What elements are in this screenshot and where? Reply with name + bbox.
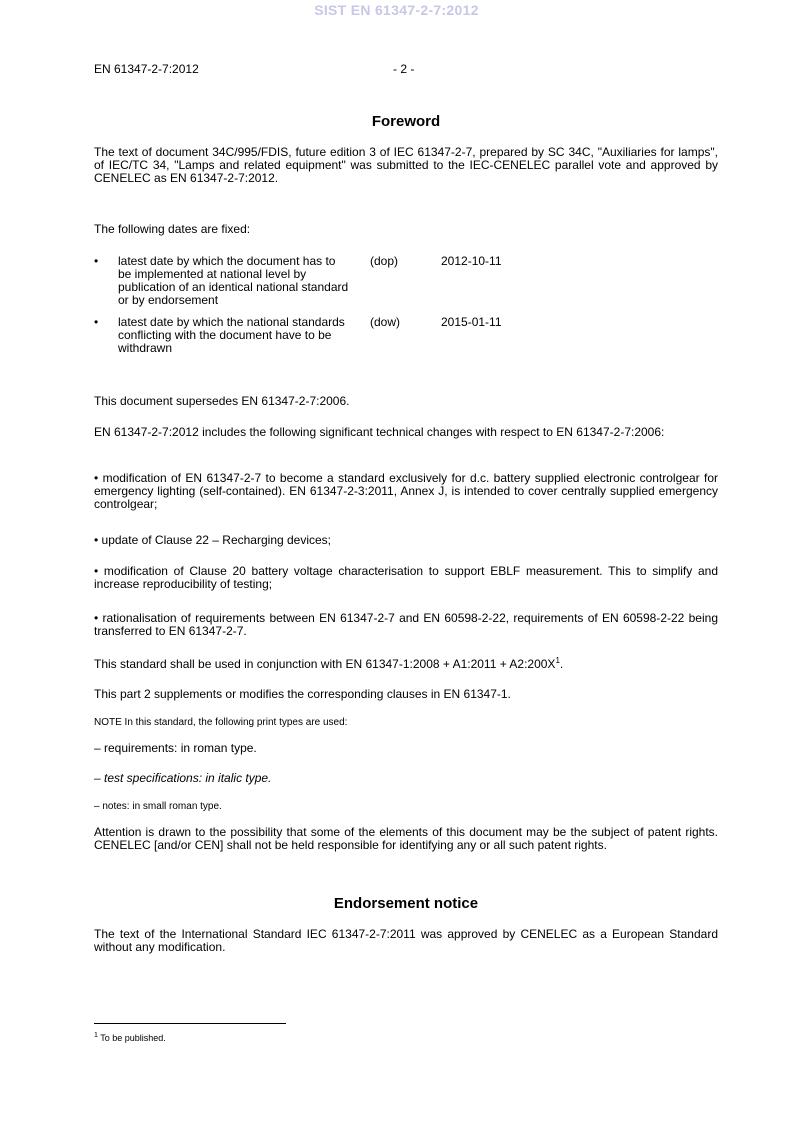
date-value: 2012-10-11: [441, 254, 502, 268]
date-code: (dow): [370, 315, 401, 329]
endorsement-text: The text of the International Standard IEC 61347-2-7:2011 was approved by CENELEC as a European Standard without any modification.: [94, 927, 718, 954]
patent-text: Attention is drawn to the possibility that some of the elements of this document may be the subject of patent rights. CENELEC [and/or CEN] shall not be held responsible for identifying any or all such patent rights.: [94, 825, 718, 852]
print-type-requirements: – requirements: in roman type.: [94, 741, 257, 755]
changes-intro: EN 61347-2-7:2012 includes the following significant technical changes with respect to EN 61347-2-7:2006:: [94, 425, 665, 439]
change-item: • update of Clause 22 – Recharging devices;: [94, 533, 332, 547]
date-code: (dop): [370, 254, 399, 268]
header-page-number: - 2 -: [393, 62, 415, 76]
part2-text: This part 2 supplements or modifies the corresponding clauses in EN 61347-1.: [94, 687, 511, 701]
print-type-notes: – notes: in small roman type.: [94, 801, 222, 812]
conjunction-end: .: [559, 657, 564, 671]
date-value: 2015-01-11: [441, 315, 502, 329]
change-item: • modification of Clause 20 battery voltage characterisation to support EBLF measurement. This to simplify and increase reproducibility of testing;: [94, 564, 718, 591]
supersedes-text: This document supersedes EN 61347-2-7:2006.: [94, 394, 350, 408]
footnote-mark: 1: [94, 1032, 98, 1039]
foreword-intro: The text of document 34C/995/FDIS, future edition 3 of IEC 61347-2-7, prepared by SC 34C, "Auxiliaries for lamps", of IEC/TC 34, "Lamps and related equipment" was submitted to the IEC-CENELEC parallel vote and approved by CENELEC as EN 61347-2-7:2012.: [94, 145, 718, 185]
date-description: latest date by which the national standards conflicting with the document have to be withdrawn: [118, 315, 345, 355]
change-item: • rationalisation of requirements between EN 61347-2-7 and EN 60598-2-22, requirements of EN 60598-2-22 being transferred to EN 61347-2-7.: [94, 611, 718, 638]
watermark: SIST EN 61347-2-7:2012: [314, 2, 479, 18]
bullet: •: [94, 315, 99, 329]
note-text: NOTE In this standard, the following print types are used:: [94, 717, 348, 728]
footnote: [94, 1033, 166, 1043]
conjunction-body: This standard shall be used in conjunction with EN 61347-1:2008 + A1:2011 + A2:200X: [94, 657, 556, 671]
change-item: • modification of EN 61347-2-7 to become a standard exclusively for d.c. battery supplied electronic controlgear for emergency lighting (self-contained). EN 61347-2-3:2011, Annex J, is intended to cover centrally supplied emergency controlgear;: [94, 471, 718, 511]
endorsement-title: Endorsement notice: [333, 895, 479, 912]
date-description: latest date by which the document has to be implemented at national level by publication of an identical national standard or by endorsement: [118, 254, 349, 307]
dates-fixed-label: The following dates are fixed:: [94, 222, 251, 236]
conjunction-text: [94, 658, 718, 671]
page-header: [94, 62, 718, 78]
footnote-ref: 1: [555, 656, 560, 665]
foreword-title: Foreword: [371, 113, 441, 130]
header-doc-id: EN 61347-2-7:2012: [94, 62, 199, 76]
bullet: •: [94, 254, 99, 268]
footnote-text: To be published.: [100, 1033, 166, 1043]
print-type-tests: – test specifications: in italic type.: [94, 771, 272, 785]
footnote-rule: [94, 1023, 286, 1024]
